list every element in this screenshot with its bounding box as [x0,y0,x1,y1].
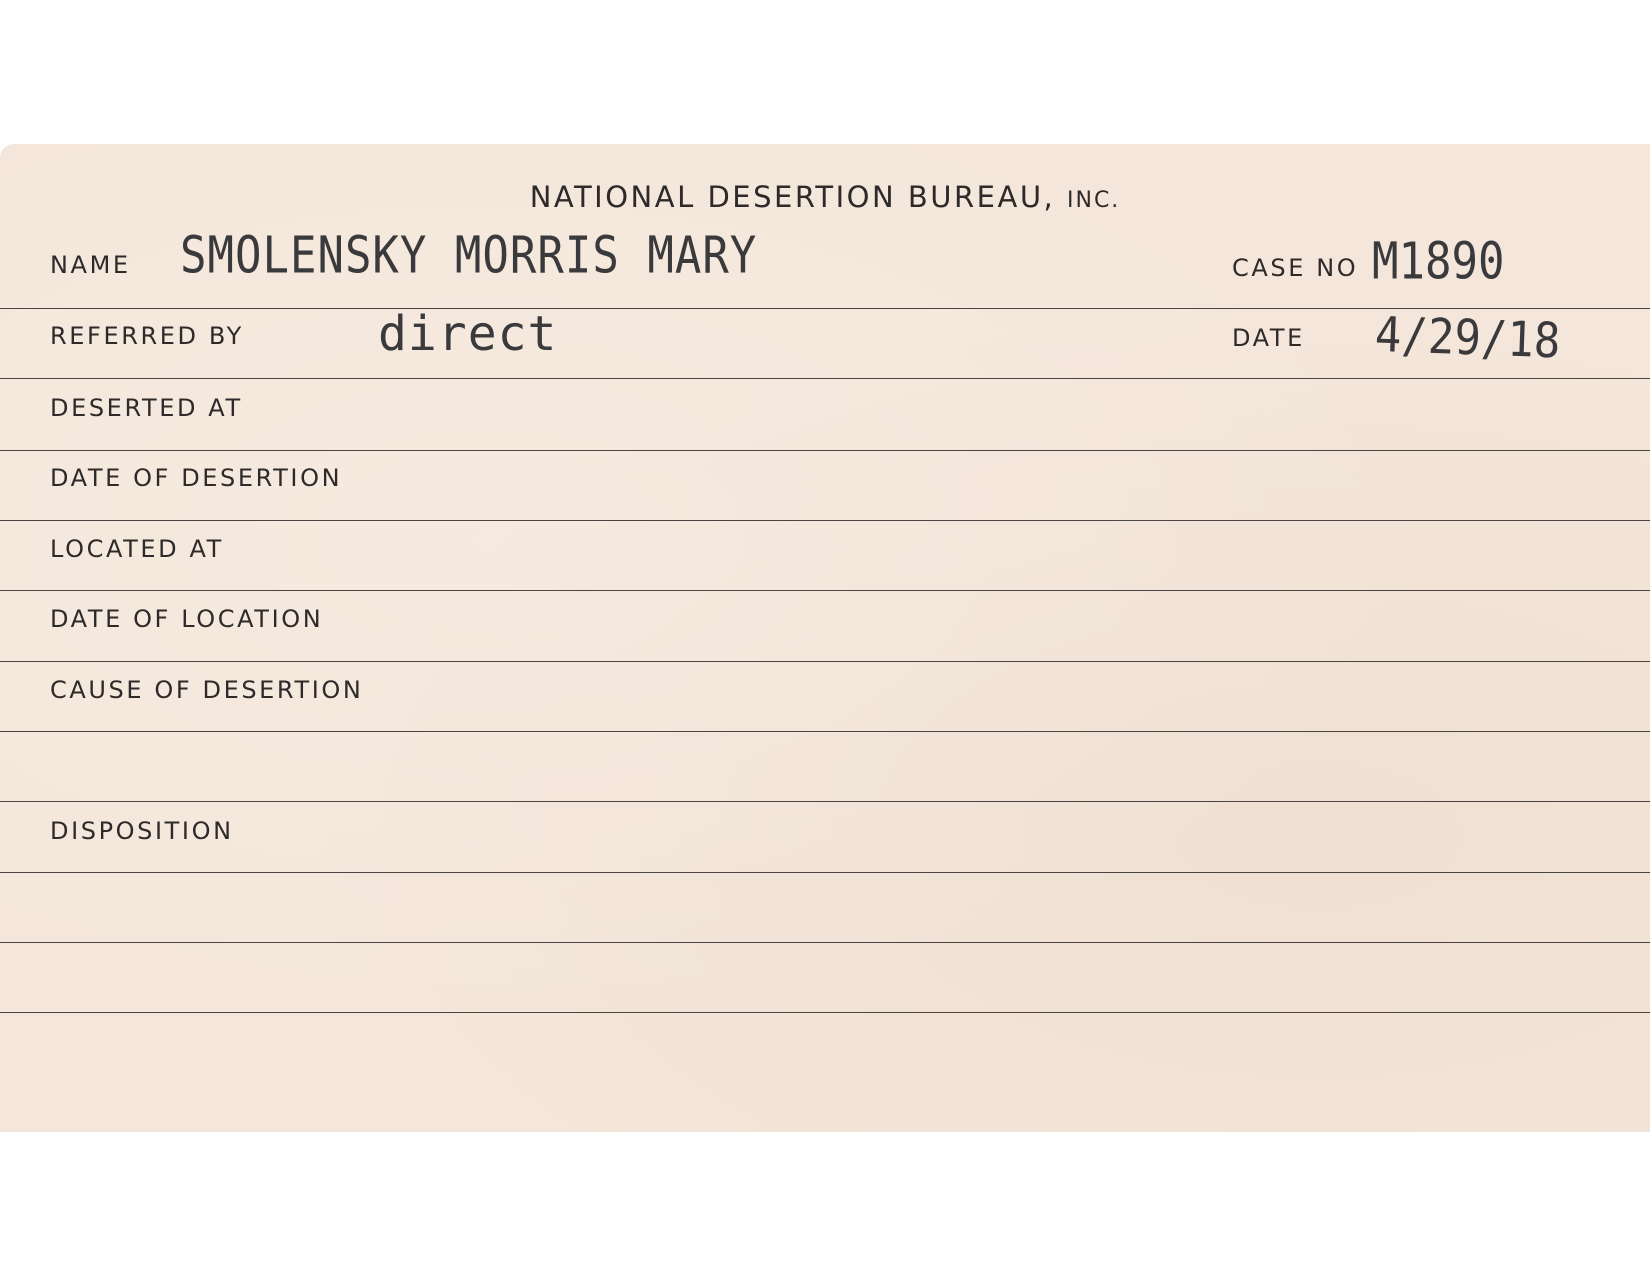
date-of-desertion-label: DATE OF DESERTION [50,464,343,492]
name-label: NAME [50,251,131,279]
disposition-label: DISPOSITION [50,817,234,845]
disposition-rule [0,872,1650,873]
referred-by-label: REFERRED BY [50,322,244,350]
deserted-at-rule [0,450,1650,451]
date-value: 4/29/18 [1374,306,1562,370]
date-of-desertion-rule [0,520,1650,521]
name-value: SMOLENSKY MORRIS MARY [180,226,758,285]
cause-of-desertion-rule-2 [0,801,1650,802]
index-card [0,144,1650,1132]
card-header [0,180,1650,214]
deserted-at-label: DESERTED AT [50,394,243,422]
referred-by-value: direct [378,306,558,362]
date-of-location-rule [0,661,1650,662]
disposition-rule-3 [0,1012,1650,1013]
located-at-label: LOCATED AT [50,535,224,563]
date-label: DATE [1232,324,1305,352]
cause-of-desertion-label: CAUSE OF DESERTION [50,676,364,704]
date-of-location-label: DATE OF LOCATION [50,605,324,633]
cause-of-desertion-rule [0,731,1650,732]
referred-by-rule [0,378,1650,379]
disposition-rule-2 [0,942,1650,943]
case-number-label: CASE NO [1232,254,1359,282]
header-suffix: INC. [1067,188,1121,213]
header-title: NATIONAL DESERTION BUREAU, [529,180,1056,214]
case-number-value: M1890 [1372,232,1505,291]
located-at-rule [0,590,1650,591]
